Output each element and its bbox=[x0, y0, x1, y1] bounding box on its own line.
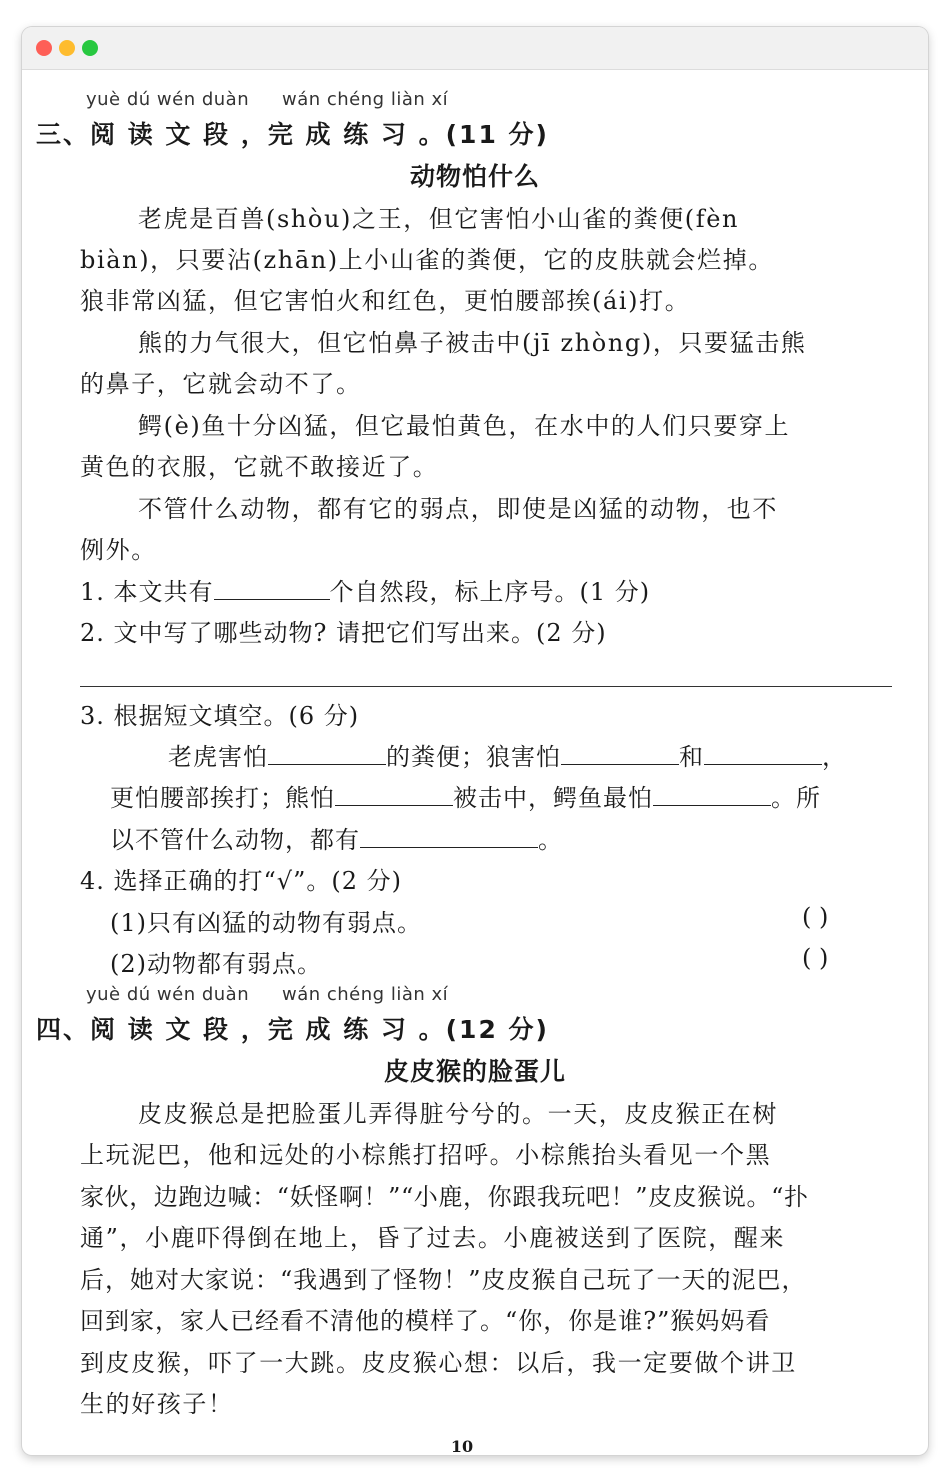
q3-text: 和 bbox=[679, 743, 704, 771]
q3-text: 以不管什么动物，都有 bbox=[110, 826, 360, 854]
q3-text: 老虎害怕 bbox=[168, 743, 268, 771]
q3-blank-wolf-2[interactable] bbox=[704, 742, 822, 765]
q1-text-before: 1. 本文共有 bbox=[80, 578, 214, 606]
s3-para-line: biàn)，只要沾(zhān)上小山雀的粪便，它的皮肤就会烂掉。 bbox=[80, 246, 774, 274]
q4-option-2: (2)动物都有弱点。 bbox=[110, 950, 322, 978]
q3-text: 。 bbox=[538, 826, 563, 854]
q1-blank[interactable] bbox=[214, 577, 330, 600]
section3-title: 动物怕什么 bbox=[409, 162, 540, 191]
close-button[interactable] bbox=[36, 40, 52, 56]
q3-blank-wolf-1[interactable] bbox=[561, 742, 679, 765]
q4-option-1: (1)只有凶猛的动物有弱点。 bbox=[110, 909, 422, 937]
section4-title: 皮皮猴的脸蛋儿 bbox=[383, 1057, 566, 1086]
q3-text: 的粪便；狼害怕 bbox=[386, 743, 561, 771]
q2-answer-line[interactable] bbox=[80, 686, 892, 687]
q3-text: 。所 bbox=[771, 784, 821, 812]
q3-line-3 bbox=[110, 820, 563, 855]
s4-para-line: 通”，小鹿吓得倒在地上，昏了过去。小鹿被送到了医院，醒来 bbox=[80, 1224, 786, 1252]
s4-para-line: 回到家，家人已经看不清他的模样了。“你，你是谁?”猴妈妈看 bbox=[80, 1307, 771, 1335]
s3-para-line: 黄色的衣服，它就不敢接近了。 bbox=[80, 453, 439, 481]
q3-line-2 bbox=[110, 778, 821, 813]
s4-para-line: 皮皮猴总是把脸蛋儿弄得脏兮兮的。一天，皮皮猴正在树 bbox=[138, 1100, 778, 1128]
s4-para-line: 到皮皮猴，吓了一大跳。皮皮猴心想：以后，我一定要做个讲卫 bbox=[80, 1349, 797, 1377]
s3-para-line: 的鼻子，它就会动不了。 bbox=[80, 370, 362, 398]
s4-para-line: 后，她对大家说：“我遇到了怪物！”皮皮猴自己玩了一天的泥巴， bbox=[80, 1266, 807, 1294]
section4-pinyin-complete: wán chéng liàn xí bbox=[282, 984, 449, 1005]
section4-heading: 四、阅 读 文 段 ，完 成 练 习 。(12 分) bbox=[36, 1015, 549, 1044]
q3-text: ， bbox=[822, 743, 847, 771]
page-number: 10 bbox=[450, 1437, 474, 1455]
s3-para-line: 老虎是百兽(shòu)之王，但它害怕小山雀的粪便(fèn bbox=[138, 205, 740, 233]
app-window bbox=[22, 27, 928, 1455]
s3-para-line: 例外。 bbox=[80, 536, 157, 564]
q3-blank-bear[interactable] bbox=[335, 783, 453, 806]
s3-para-line: 狼非常凶猛，但它害怕火和红色，更怕腰部挨(ái)打。 bbox=[80, 287, 691, 315]
question-1 bbox=[80, 572, 650, 607]
q3-blank-crocodile[interactable] bbox=[653, 783, 771, 806]
q1-text-after: 个自然段，标上序号。(1 分) bbox=[329, 578, 651, 606]
q4-option-1-checkbox[interactable]: ( ) bbox=[802, 903, 829, 931]
zoom-button[interactable] bbox=[82, 40, 98, 56]
q3-blank-weakness[interactable] bbox=[360, 825, 538, 848]
s4-para-line: 家伙，边跑边喊：“妖怪啊！”“小鹿，你跟我玩吧！”皮皮猴说。“扑 bbox=[80, 1183, 809, 1211]
section3-pinyin-read: yuè dú wén duàn bbox=[86, 89, 250, 110]
q3-line-1 bbox=[168, 737, 847, 772]
question-3: 3. 根据短文填空。(6 分) bbox=[80, 702, 360, 730]
s4-para-line: 生的好孩子！ bbox=[80, 1390, 234, 1418]
q3-text: 被击中，鳄鱼最怕 bbox=[453, 784, 653, 812]
s4-para-line: 上玩泥巴，他和远处的小棕熊打招呼。小棕熊抬头看见一个黑 bbox=[80, 1141, 772, 1169]
section3-heading: 三、阅 读 文 段 ，完 成 练 习 。(11 分) bbox=[36, 120, 549, 149]
section4-pinyin-read: yuè dú wén duàn bbox=[86, 984, 250, 1005]
question-4: 4. 选择正确的打“√”。(2 分) bbox=[80, 867, 402, 895]
title-bar bbox=[22, 27, 928, 70]
s3-para-line: 熊的力气很大，但它怕鼻子被击中(jī zhòng)，只要猛击熊 bbox=[138, 329, 807, 357]
q3-blank-tiger[interactable] bbox=[268, 742, 386, 765]
q4-option-2-checkbox[interactable]: ( ) bbox=[802, 944, 829, 972]
q3-text: 更怕腰部挨打；熊怕 bbox=[110, 784, 335, 812]
section3-pinyin-complete: wán chéng liàn xí bbox=[282, 89, 449, 110]
minimize-button[interactable] bbox=[59, 40, 75, 56]
s3-para-line: 鳄(è)鱼十分凶猛，但它最怕黄色，在水中的人们只要穿上 bbox=[138, 412, 791, 440]
question-2: 2. 文中写了哪些动物? 请把它们写出来。(2 分) bbox=[80, 619, 607, 647]
s3-para-line: 不管什么动物，都有它的弱点，即使是凶猛的动物，也不 bbox=[138, 495, 778, 523]
